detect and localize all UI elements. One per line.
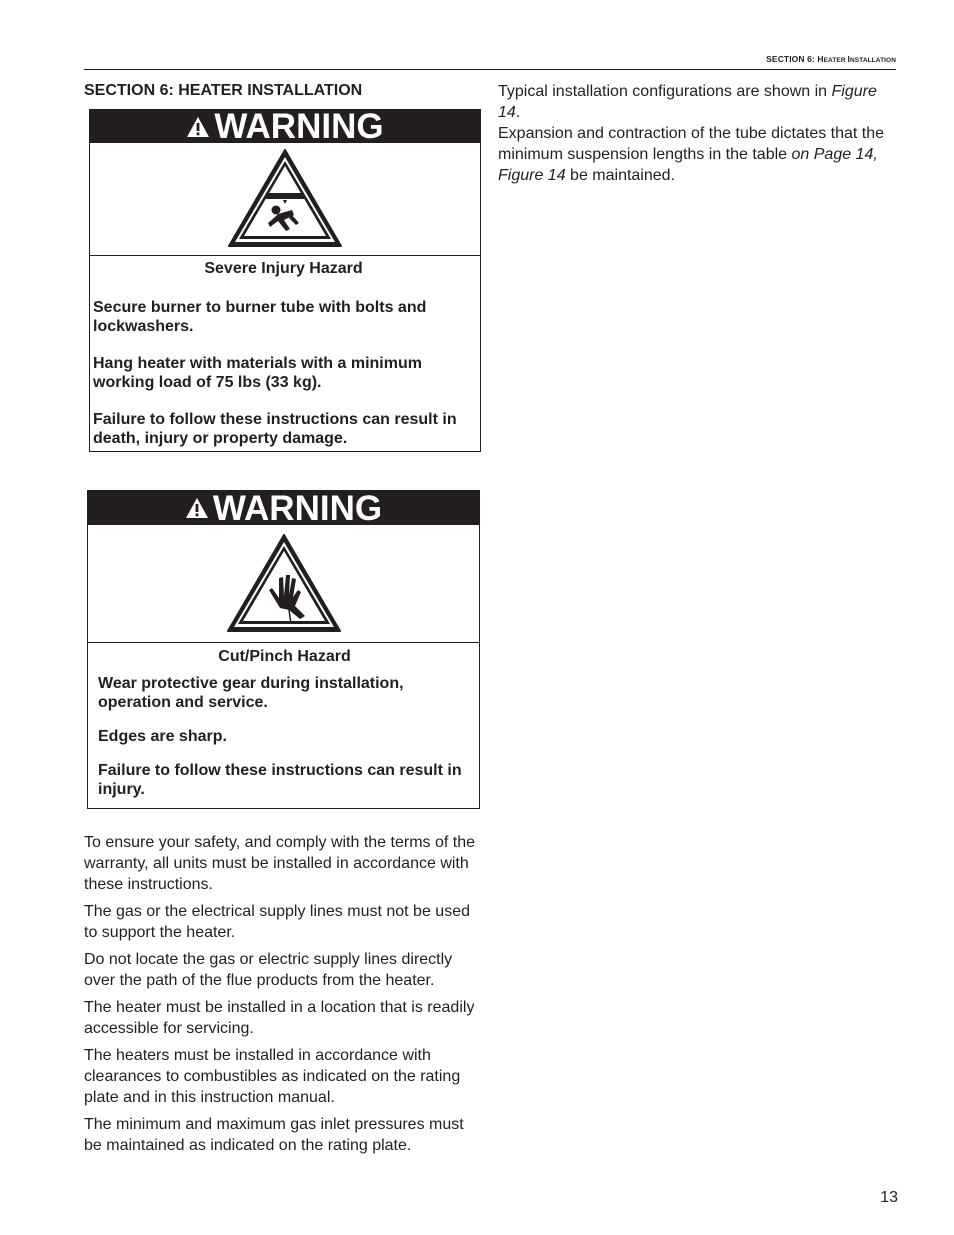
- warning-pictogram: [90, 143, 480, 256]
- falling-object-hazard-icon: [226, 147, 344, 251]
- header-rule: [84, 69, 896, 70]
- page-reference: on Page 14, Figure 14: [498, 146, 878, 184]
- body-paragraph: The heater must be installed in a location that is readily accessible for servicing.: [84, 999, 475, 1037]
- body-paragraph: The minimum and maximum gas inlet pressures must be maintained as indicated on the rating plate.: [84, 1116, 464, 1154]
- warning-instruction: Wear protective gear during installation, operation and service.: [98, 675, 404, 711]
- right-paragraph: Expansion and contraction of the tube dictates that the minimum suspension lengths in the table on Page 14, Figure 14 be maintained.: [498, 125, 885, 184]
- body-paragraph: The heaters must be installed in accordance with clearances to combustibles as indicated on the rating plate and in this instruction manual.: [84, 1047, 461, 1106]
- right-column: [498, 81, 898, 186]
- section-title: SECTION 6: HEATER INSTALLATION: [84, 82, 363, 99]
- alert-triangle-icon: [186, 116, 210, 138]
- warning-label: WARNING: [212, 488, 383, 528]
- right-paragraph: Typical installation configurations are shown in Figure 14.: [498, 83, 877, 121]
- warning-box-cut-pinch: [87, 490, 480, 809]
- hazard-title: Severe Injury Hazard: [204, 260, 363, 277]
- warning-label: WARNING: [214, 107, 384, 146]
- warning-instruction: Secure burner to burner tube with bolts and lockwashers.: [93, 299, 427, 335]
- figure-reference: Figure 14: [498, 83, 877, 121]
- warning-box-severe-injury: [89, 109, 481, 452]
- warning-instruction: Edges are sharp.: [98, 728, 227, 745]
- cut-hand-hazard-icon: [225, 532, 343, 636]
- warning-pictogram: [88, 525, 479, 643]
- body-paragraph: To ensure your safety, and comply with the terms of the warranty, all units must be installed in accordance with these instructions.: [84, 834, 475, 893]
- warning-consequence: Failure to follow these instructions can result in injury.: [98, 762, 462, 798]
- running-header: SECTION 6: HEATER INSTALLATION: [766, 54, 896, 64]
- body-paragraph: Do not locate the gas or electric supply lines directly over the path of the flue products from the heater.: [84, 951, 453, 989]
- warning-consequence: Failure to follow these instructions can result in death, injury or property damage.: [93, 411, 457, 447]
- warning-text: [88, 643, 479, 799]
- warning-banner: [88, 488, 479, 528]
- warning-instruction: Hang heater with materials with a minimum working load of 75 lbs (33 kg).: [93, 355, 422, 391]
- body-paragraph: The gas or the electrical supply lines must not be used to support the heater.: [84, 903, 470, 941]
- alert-triangle-icon: [185, 497, 209, 519]
- hazard-title: Cut/Pinch Hazard: [218, 648, 351, 665]
- warning-banner: [90, 107, 480, 146]
- page-number: 13: [880, 1189, 898, 1206]
- body-text: [84, 832, 484, 1162]
- warning-text: [90, 256, 480, 448]
